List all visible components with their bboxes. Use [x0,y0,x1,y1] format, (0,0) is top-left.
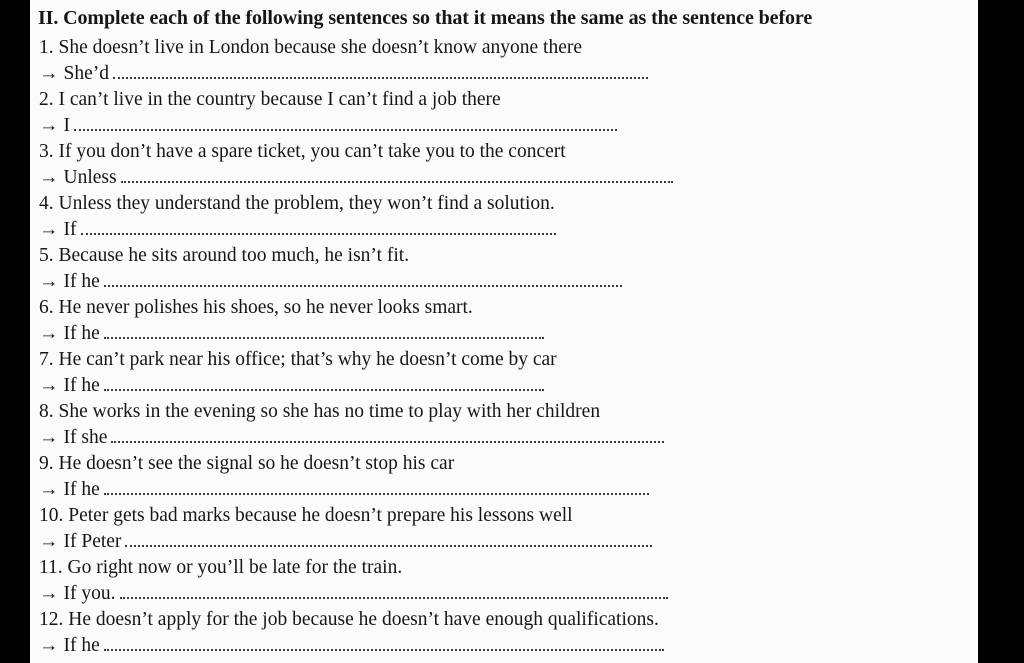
answer-blank[interactable] [104,329,544,339]
item-number: 3. [39,141,54,162]
exercise-item [39,347,969,399]
answer-lead: If she [63,427,108,448]
left-frame-bar [0,0,30,663]
sentence-text: She doesn’t live in London because she doesn’t know anyone there [58,37,582,58]
arrow-icon: → [39,219,59,240]
exercise-item [39,295,969,347]
exercise-sentence [39,555,969,581]
arrow-icon: → [39,531,59,552]
sentence-text: Go right now or you’ll be late for the train. [67,557,403,578]
answer-lead: Unless [63,167,117,188]
exercise-item [39,555,969,607]
answer-line [39,581,969,607]
exercise-sentence [39,451,969,477]
answer-blank[interactable] [120,589,668,599]
arrow-icon: → [39,635,59,656]
exercise-list [39,35,969,659]
exercise-item [39,607,969,659]
answer-lead: If Peter [63,531,122,552]
sentence-text: He never polishes his shoes, so he never looks smart. [58,297,473,318]
answer-lead: If you. [63,583,116,604]
answer-blank[interactable] [121,173,673,183]
answer-blank[interactable] [113,69,648,79]
answer-line [39,477,969,503]
sentence-text: I can’t live in the country because I can’t find a job there [58,89,501,110]
exercise-sentence [39,503,969,529]
arrow-icon: → [39,427,59,448]
exercise-item [39,191,969,243]
arrow-icon: → [39,479,59,500]
item-number: 7. [39,349,54,370]
exercise-item [39,243,969,295]
answer-lead: I [63,115,70,136]
answer-line [39,61,969,87]
exercise-sentence [39,607,969,633]
answer-lead: If [63,219,77,240]
item-number: 10. [39,505,64,526]
item-number: 9. [39,453,54,474]
exercise-item [39,87,969,139]
answer-lead: She’d [63,63,109,84]
answer-lead: If he [63,323,100,344]
item-number: 11. [39,557,63,578]
answer-blank[interactable] [104,381,544,391]
sentence-text: He doesn’t see the signal so he doesn’t stop his car [58,453,455,474]
arrow-icon: → [39,167,59,188]
answer-blank[interactable] [81,225,556,235]
sentence-text: He can’t park near his office; that’s why he doesn’t come by car [58,349,557,370]
exercise-sentence [39,243,969,269]
exercise-item [39,35,969,87]
arrow-icon: → [39,271,59,292]
item-number: 1. [39,37,54,58]
arrow-icon: → [39,115,59,136]
answer-line [39,113,969,139]
exercise-sentence [39,399,969,425]
answer-line [39,217,969,243]
exercise-item [39,503,969,555]
answer-blank[interactable] [104,277,622,287]
arrow-icon: → [39,375,59,396]
sentence-text: Unless they understand the problem, they won’t find a solution. [58,193,555,214]
answer-blank[interactable] [104,485,649,495]
exercise-sentence [39,191,969,217]
exercise-sentence [39,87,969,113]
answer-lead: If he [63,635,100,656]
sentence-text: Peter gets bad marks because he doesn’t prepare his lessons well [68,505,573,526]
arrow-icon: → [39,63,59,84]
answer-line [39,529,969,555]
exercise-item [39,451,969,503]
item-number: 12. [39,609,64,630]
exercise-sentence [39,139,969,165]
item-number: 6. [39,297,54,318]
item-number: 8. [39,401,54,422]
answer-line [39,633,969,659]
exercise-sentence [39,295,969,321]
arrow-icon: → [39,583,59,604]
right-frame-bar [978,0,1024,663]
exercise-item [39,139,969,191]
exercise-item [39,399,969,451]
answer-line [39,269,969,295]
answer-line [39,373,969,399]
answer-line [39,165,969,191]
item-number: 2. [39,89,54,110]
answer-blank[interactable] [74,121,617,131]
exercise-sentence [39,347,969,373]
item-number: 5. [39,245,54,266]
sentence-text: He doesn’t apply for the job because he doesn’t have enough qualifications. [68,609,659,630]
answer-lead: If he [63,479,100,500]
answer-blank[interactable] [104,641,664,651]
answer-blank[interactable] [125,537,652,547]
exercise-heading: II. Complete each of the following sentences so that it means the same as the sentence before [38,7,813,29]
sentence-text: She works in the evening so she has no time to play with her children [58,401,601,422]
answer-line [39,425,969,451]
answer-lead: If he [63,271,100,292]
answer-line [39,321,969,347]
answer-blank[interactable] [111,433,664,443]
worksheet [30,0,978,663]
answer-lead: If he [63,375,100,396]
exercise-sentence [39,35,969,61]
item-number: 4. [39,193,54,214]
sentence-text: If you don’t have a spare ticket, you can’t take you to the concert [58,141,566,162]
sentence-text: Because he sits around too much, he isn’t fit. [58,245,410,266]
arrow-icon: → [39,323,59,344]
